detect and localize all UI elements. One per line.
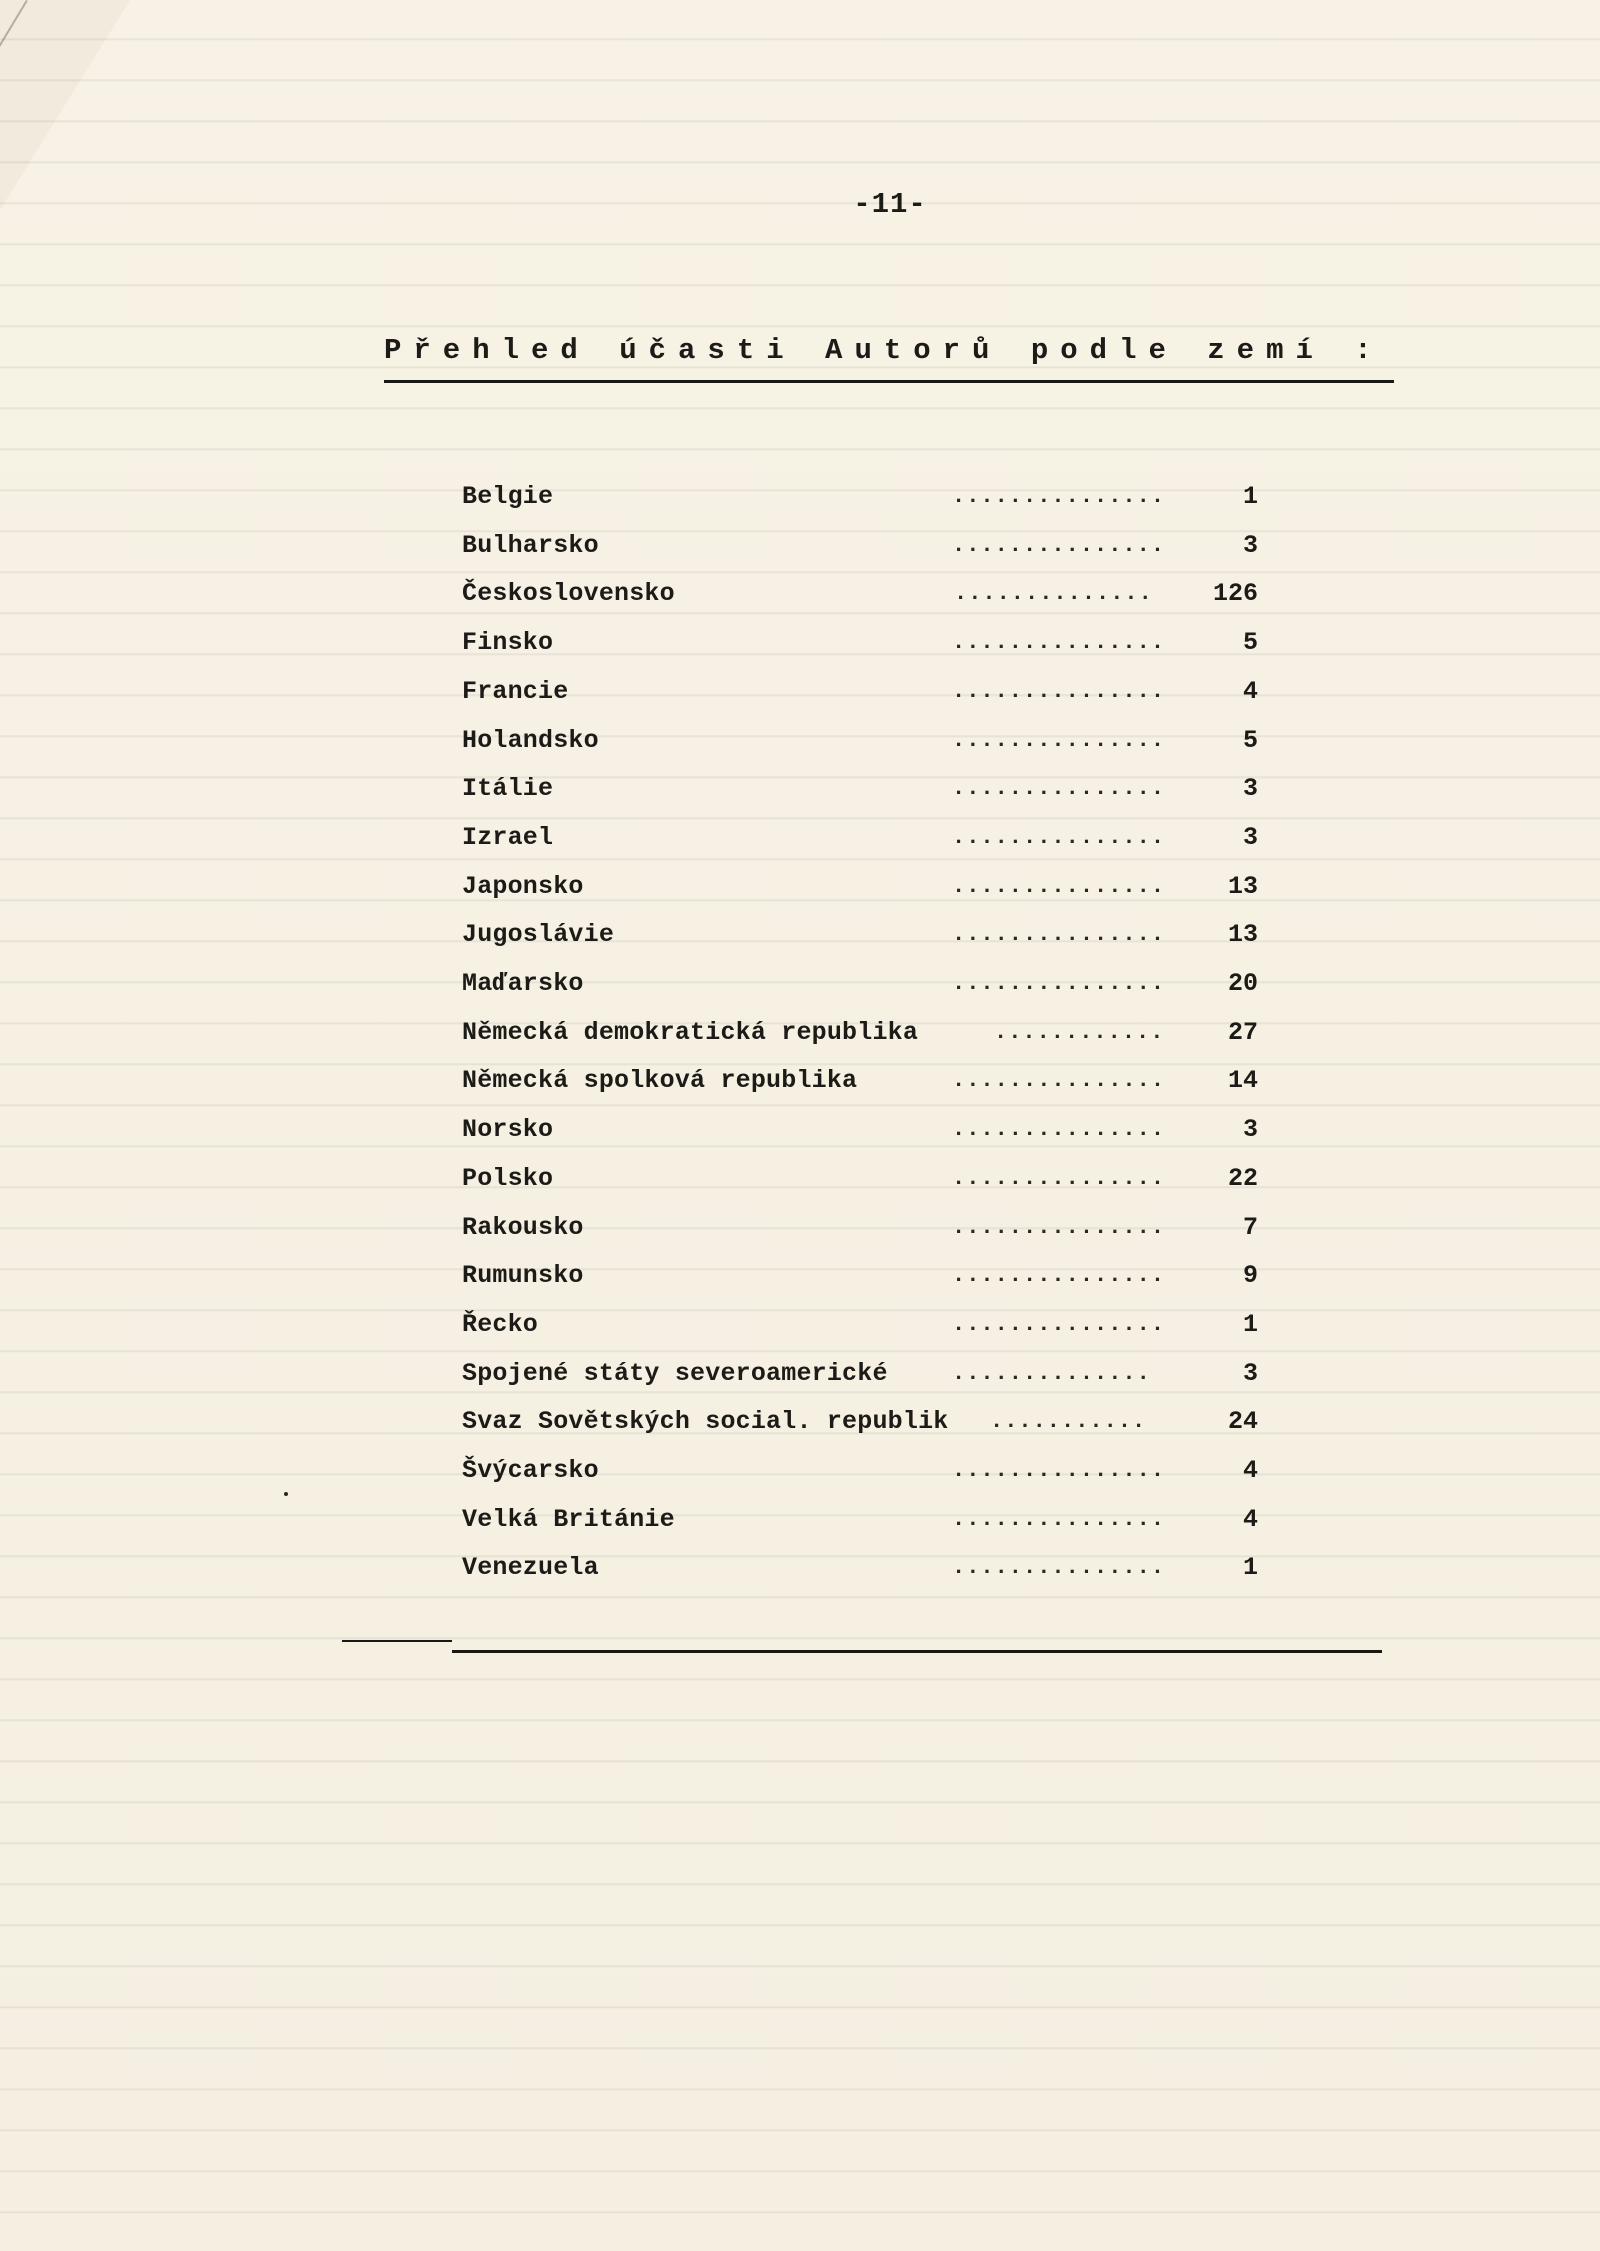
country-name: Maďarsko bbox=[462, 969, 584, 998]
table-row bbox=[0, 1310, 1600, 1354]
author-count: 1 bbox=[1242, 1309, 1258, 1339]
dot-leader: ............... bbox=[952, 922, 1166, 948]
table-row bbox=[0, 1066, 1600, 1110]
country-name: Japonsko bbox=[462, 871, 584, 901]
table-row bbox=[0, 726, 1600, 770]
author-count: 27 bbox=[1227, 1017, 1258, 1047]
country-name: Izrael bbox=[462, 822, 554, 852]
author-count: 20 bbox=[1227, 969, 1258, 998]
country-name: Velká Británie bbox=[462, 1504, 675, 1534]
dot-leader: ............... bbox=[952, 727, 1166, 753]
dot-leader: ............... bbox=[952, 1458, 1166, 1483]
dot-leader: ............... bbox=[952, 873, 1166, 899]
country-name: Rumunsko bbox=[462, 1261, 584, 1291]
table-row bbox=[0, 1164, 1600, 1208]
page-title: Přehled účasti Autorů podle zemí : bbox=[384, 334, 1384, 367]
country-name: Polsko bbox=[462, 1163, 554, 1193]
table-row bbox=[0, 579, 1600, 623]
dot-leader: .............. bbox=[952, 1360, 1151, 1386]
country-name: Rakousko bbox=[462, 1212, 584, 1242]
author-count: 13 bbox=[1227, 920, 1258, 950]
table-row bbox=[0, 823, 1600, 867]
author-count: 3 bbox=[1242, 822, 1258, 852]
bottom-rule-stub bbox=[342, 1640, 452, 1642]
table-row bbox=[0, 774, 1600, 818]
country-name: Finsko bbox=[462, 628, 554, 658]
country-name: Bulharsko bbox=[462, 530, 599, 560]
author-count: 9 bbox=[1242, 1261, 1258, 1291]
country-name: Jugoslávie bbox=[462, 920, 615, 950]
country-name: Norsko bbox=[462, 1115, 554, 1145]
author-count: 4 bbox=[1242, 676, 1258, 706]
dot-leader: ........... bbox=[990, 1409, 1147, 1435]
country-name: Československo bbox=[462, 579, 675, 609]
author-count: 5 bbox=[1242, 725, 1258, 755]
country-name: Německá demokratická republika bbox=[462, 1017, 919, 1047]
author-count: 126 bbox=[1212, 579, 1258, 609]
country-name: Francie bbox=[462, 676, 569, 706]
table-row bbox=[0, 1359, 1600, 1403]
author-count: 22 bbox=[1227, 1163, 1258, 1193]
dot-leader: ............... bbox=[952, 1117, 1166, 1143]
dot-leader: ............... bbox=[952, 1068, 1166, 1094]
dot-leader: ............ bbox=[994, 1019, 1165, 1045]
author-count: 14 bbox=[1227, 1066, 1258, 1096]
table-row bbox=[0, 1213, 1600, 1257]
author-count: 5 bbox=[1242, 628, 1258, 658]
country-name: Venezuela bbox=[462, 1553, 599, 1583]
page-number: -11- bbox=[853, 188, 927, 221]
table-row bbox=[0, 1505, 1600, 1549]
table-row bbox=[0, 1456, 1600, 1500]
table-row bbox=[0, 969, 1600, 1013]
table-row bbox=[0, 920, 1600, 964]
table-row bbox=[0, 531, 1600, 575]
table-row bbox=[0, 1115, 1600, 1159]
dot-leader: ............... bbox=[952, 1555, 1166, 1581]
author-count: 3 bbox=[1242, 774, 1258, 804]
country-name: Svaz Sovětských social. republik bbox=[462, 1407, 949, 1437]
table-row bbox=[0, 872, 1600, 916]
country-name: Švýcarsko bbox=[462, 1456, 599, 1485]
dot-leader: ............... bbox=[952, 532, 1166, 558]
dot-leader: ............... bbox=[952, 1506, 1166, 1532]
ink-speck bbox=[284, 1492, 288, 1496]
dot-leader: ............... bbox=[952, 776, 1166, 802]
dot-leader: ............... bbox=[952, 484, 1166, 509]
author-count: 4 bbox=[1242, 1456, 1258, 1485]
author-count: 3 bbox=[1242, 530, 1258, 560]
table-row bbox=[0, 1261, 1600, 1305]
dot-leader: ............... bbox=[952, 1165, 1166, 1191]
author-count: 3 bbox=[1242, 1115, 1258, 1145]
table-row bbox=[0, 677, 1600, 721]
table-row bbox=[0, 482, 1600, 526]
table-row bbox=[0, 1407, 1600, 1451]
country-name: Belgie bbox=[462, 482, 554, 511]
author-count: 1 bbox=[1242, 1553, 1258, 1583]
country-name: Spojené státy severoamerické bbox=[462, 1358, 888, 1388]
dot-leader: ............... bbox=[952, 824, 1166, 850]
table-row bbox=[0, 1553, 1600, 1597]
country-name: Německá spolková republika bbox=[462, 1066, 858, 1096]
dot-leader: .............. bbox=[954, 581, 1153, 607]
author-count: 3 bbox=[1242, 1358, 1258, 1388]
table-row bbox=[0, 1018, 1600, 1062]
table-row bbox=[0, 628, 1600, 672]
bottom-rule bbox=[452, 1650, 1382, 1653]
author-count: 24 bbox=[1227, 1407, 1258, 1437]
author-count: 4 bbox=[1242, 1504, 1258, 1534]
dot-leader: ............... bbox=[952, 630, 1166, 656]
dot-leader: ............... bbox=[952, 1263, 1166, 1289]
country-name: Holandsko bbox=[462, 725, 599, 755]
dot-leader: ............... bbox=[952, 678, 1166, 704]
dot-leader: ............... bbox=[952, 971, 1166, 996]
author-count: 13 bbox=[1227, 871, 1258, 901]
country-name: Itálie bbox=[462, 774, 554, 804]
author-count: 1 bbox=[1242, 482, 1258, 511]
country-name: Řecko bbox=[462, 1309, 539, 1339]
author-count: 7 bbox=[1242, 1212, 1258, 1242]
dot-leader: ............... bbox=[952, 1311, 1166, 1337]
dot-leader: ............... bbox=[952, 1214, 1166, 1240]
